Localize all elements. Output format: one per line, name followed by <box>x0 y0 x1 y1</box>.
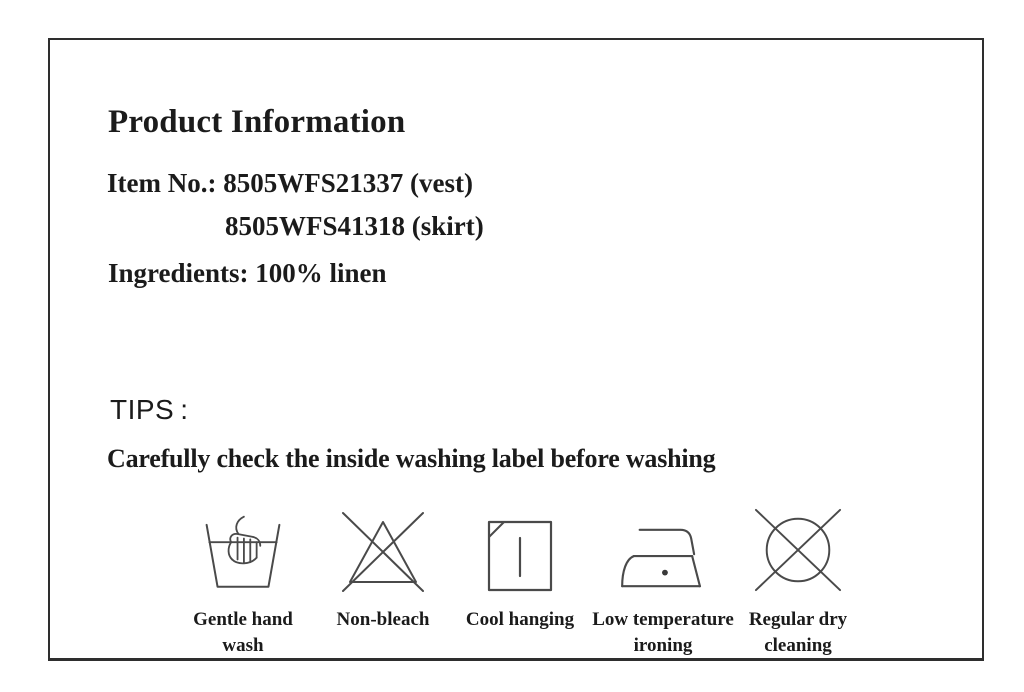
care-symbol-gentle-hand-wash <box>163 508 323 659</box>
no-dry-clean-circle-icon <box>749 508 847 594</box>
care-symbol-regular-dry-cleaning <box>718 508 878 659</box>
care-symbol-cool-hanging <box>440 508 600 633</box>
cool-hanging-icon <box>470 508 570 594</box>
tips-heading <box>110 394 189 426</box>
product-info-card <box>48 38 984 661</box>
care-label-non-bleach: Non-bleach <box>336 609 430 630</box>
care-symbol-non-bleach <box>303 508 463 633</box>
iron-low-temp-icon <box>614 508 712 594</box>
care-label-gentle-hand-wash: Gentle hand wash <box>193 609 293 656</box>
ingredients-text: Ingredients: 100% linen <box>108 258 387 288</box>
tips-note: Carefully check the inside washing label before washing <box>107 444 716 473</box>
care-label-regular-dry-cleaning: Regular dry cleaning <box>748 609 848 656</box>
item-number-line-1: Item No.: 8505WFS21337 (vest) <box>107 168 473 198</box>
item-number-line-2: 8505WFS41318 (skirt) <box>225 211 484 241</box>
care-label-low-temperature-ironing: Low temperature ironing <box>592 609 734 656</box>
non-bleach-icon <box>333 508 433 594</box>
tips-title: TIPS <box>110 394 175 425</box>
care-label-cool-hanging: Cool hanging <box>465 609 575 630</box>
page-title: Product Information <box>108 104 406 140</box>
tips-colon: : <box>180 394 189 425</box>
hand-wash-icon <box>197 508 289 594</box>
